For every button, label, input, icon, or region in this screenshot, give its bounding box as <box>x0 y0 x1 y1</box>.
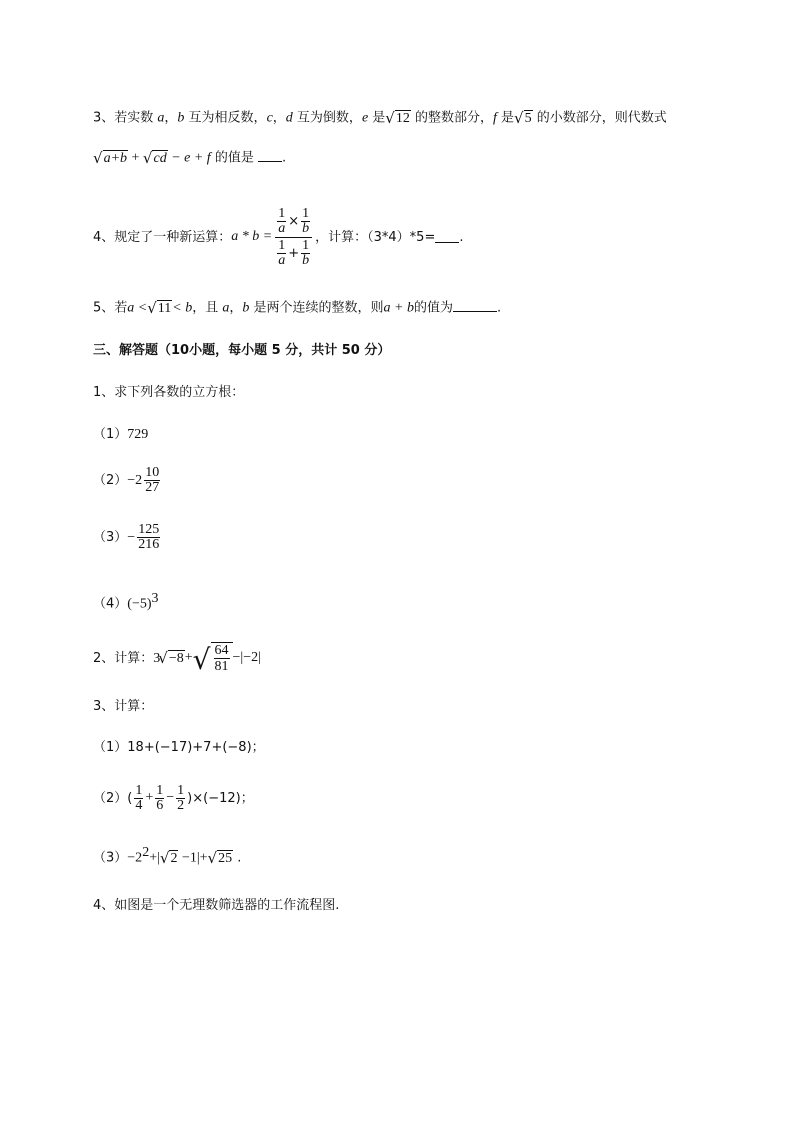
comma: ， <box>164 110 178 126</box>
num: 1 <box>278 205 286 221</box>
comma: ， <box>229 300 243 316</box>
q3-expression-tail: − e + f <box>167 150 211 166</box>
power-base: −2 <box>127 850 143 866</box>
root-index: 3 <box>153 651 161 667</box>
times-sign: × <box>288 213 300 229</box>
num: 125 <box>138 522 160 537</box>
var-b: b <box>242 300 250 316</box>
radicand: −8 <box>168 650 184 666</box>
problem-3-item-3 <box>93 846 241 866</box>
period: . <box>459 229 464 245</box>
radicand: 12 <box>395 111 410 126</box>
q4-text: ，计算：（3*4）*5= <box>315 229 436 245</box>
answer-blank[interactable] <box>453 301 497 312</box>
sqrt-25: √ 25 <box>207 849 233 868</box>
q5-text: 是两个连续的整数，则 <box>249 300 384 316</box>
den: 4 <box>135 797 143 813</box>
exponent: 2 <box>142 845 150 860</box>
plus-sign: + <box>145 790 154 805</box>
one-over-b <box>301 207 310 236</box>
period: . <box>497 300 502 316</box>
problem-label: 2、计算： <box>93 650 154 666</box>
q3-text: 是 <box>368 110 386 126</box>
mixed-fraction <box>144 466 160 495</box>
inequality-right: < b <box>172 300 193 316</box>
den: 216 <box>138 537 160 552</box>
radicand: a+b <box>103 151 128 166</box>
radicand: 25 <box>218 850 233 866</box>
q3-text: 的值是 <box>210 150 258 166</box>
question-5 <box>93 300 501 316</box>
fraction-numerator <box>275 207 312 236</box>
q5-text: 的值为 <box>413 300 453 316</box>
sqrt-a-plus-b: √ a+b <box>93 149 128 168</box>
num: 1 <box>278 237 286 253</box>
num: 1 <box>177 782 185 798</box>
q4-lhs: a * b = <box>231 229 273 244</box>
radicand: cd <box>153 151 167 166</box>
cube-root: 3 √ −8 <box>153 649 184 668</box>
item-label: （3） <box>93 850 128 866</box>
minus-sign: − <box>232 650 241 665</box>
sqrt-2: √ 2 <box>159 849 178 868</box>
abs-close: −1|+ <box>178 850 208 866</box>
answer-blank[interactable] <box>258 151 282 162</box>
fraction <box>214 643 230 675</box>
var-d: d <box>285 110 293 126</box>
num: 10 <box>145 465 160 480</box>
sqrt-5: √ 5 <box>514 109 532 128</box>
num: 1 <box>302 205 310 221</box>
problem-1-item-4 <box>93 592 159 611</box>
item-label: （2） <box>93 473 128 488</box>
period: . <box>281 150 287 166</box>
inequality-left: a < <box>127 300 148 316</box>
den: 27 <box>145 480 160 495</box>
var-c: c <box>266 110 273 126</box>
minus-sign: − <box>166 790 175 805</box>
den: b <box>302 220 310 236</box>
den: b <box>302 252 310 268</box>
problem-3-title: 3、计算： <box>93 699 154 714</box>
plus-sign: + <box>184 650 193 665</box>
absolute-value: |−2| <box>240 650 261 665</box>
problem-3-item-2 <box>93 780 254 816</box>
q3-text: 的小数部分，则代数式 <box>532 110 667 126</box>
q3-text: 互为相反数， <box>184 110 267 126</box>
operation-definition-fraction <box>275 207 312 268</box>
item-value: 729 <box>127 427 149 442</box>
minus-sign: − <box>127 529 136 545</box>
problem-4: 4、如图是一个无理数筛选器的工作流程图. <box>93 898 340 913</box>
one-over-a <box>277 239 286 268</box>
sqrt-fraction: √ $\frac{64}{81}$ <box>193 642 233 675</box>
q3-text: 的整数部分， <box>410 110 493 126</box>
sqrt-12: √ 12 <box>385 109 410 128</box>
num: 64 <box>214 642 229 658</box>
plus-sign: + <box>128 150 143 166</box>
var-f: f <box>493 110 497 126</box>
radicand: 11 <box>157 301 172 316</box>
den: 81 <box>214 659 229 674</box>
item-label: （1） <box>93 427 128 442</box>
one-over-b <box>301 239 310 268</box>
question-3-line-2 <box>93 150 286 166</box>
problem-3-item-1: （1）18+(−17)+7+(−8)； <box>93 740 265 755</box>
fraction <box>137 523 160 552</box>
radicand: 5 <box>524 111 532 126</box>
var-b: b <box>177 110 185 126</box>
abs-open: +| <box>149 850 160 866</box>
fraction-denominator <box>275 239 312 268</box>
q5-prefix: 5、若 <box>93 300 128 316</box>
problem-1-item-3 <box>93 523 162 552</box>
num: 1 <box>135 782 143 798</box>
section-heading: 三、解答题（10小题，每小题 5 分，共计 50 分） <box>93 343 391 358</box>
item-label: （3） <box>93 530 128 545</box>
question-4 <box>93 206 464 268</box>
power-base: (−5) <box>127 596 152 612</box>
radicand: 2 <box>170 850 178 866</box>
den: 6 <box>156 797 164 813</box>
num: 1 <box>302 237 310 253</box>
problem-2 <box>93 638 261 678</box>
q4-prefix: 4、规定了一种新运算： <box>93 229 232 245</box>
fraction <box>134 784 143 813</box>
den: 2 <box>177 797 185 813</box>
q5-text: ，且 <box>192 300 223 316</box>
question-3-line-1 <box>93 110 667 126</box>
q3-text: 互为倒数， <box>292 110 362 126</box>
item-label: （2）( <box>93 790 133 806</box>
q3-prefix: 3、若实数 <box>93 110 158 126</box>
problem-1-item-1 <box>93 428 148 442</box>
period: . <box>233 850 242 866</box>
den: a <box>278 220 286 236</box>
answer-blank[interactable] <box>435 232 459 243</box>
item-label: （4） <box>93 596 128 612</box>
den: a <box>278 252 286 268</box>
radicand <box>211 642 233 675</box>
var-e: e <box>361 110 369 126</box>
fraction <box>176 784 185 813</box>
q3-text: 是 <box>496 110 515 126</box>
whole-part: −2 <box>127 472 143 488</box>
one-over-a <box>277 207 286 236</box>
sum-expression: a + b <box>383 300 414 316</box>
num: 1 <box>156 782 164 798</box>
var-a: a <box>157 110 165 126</box>
var-a: a <box>222 300 230 316</box>
plus-sign: + <box>288 245 300 261</box>
comma: ， <box>272 110 286 126</box>
fraction <box>155 784 164 813</box>
exponent: 3 <box>151 591 159 606</box>
sqrt-11: √ 11 <box>147 299 172 318</box>
item-tail: )×(−12)； <box>187 790 254 806</box>
problem-1-item-2 <box>93 466 162 495</box>
problem-1-title: 1、求下列各数的立方根： <box>93 385 245 400</box>
sqrt-cd: √ cd <box>142 149 167 168</box>
